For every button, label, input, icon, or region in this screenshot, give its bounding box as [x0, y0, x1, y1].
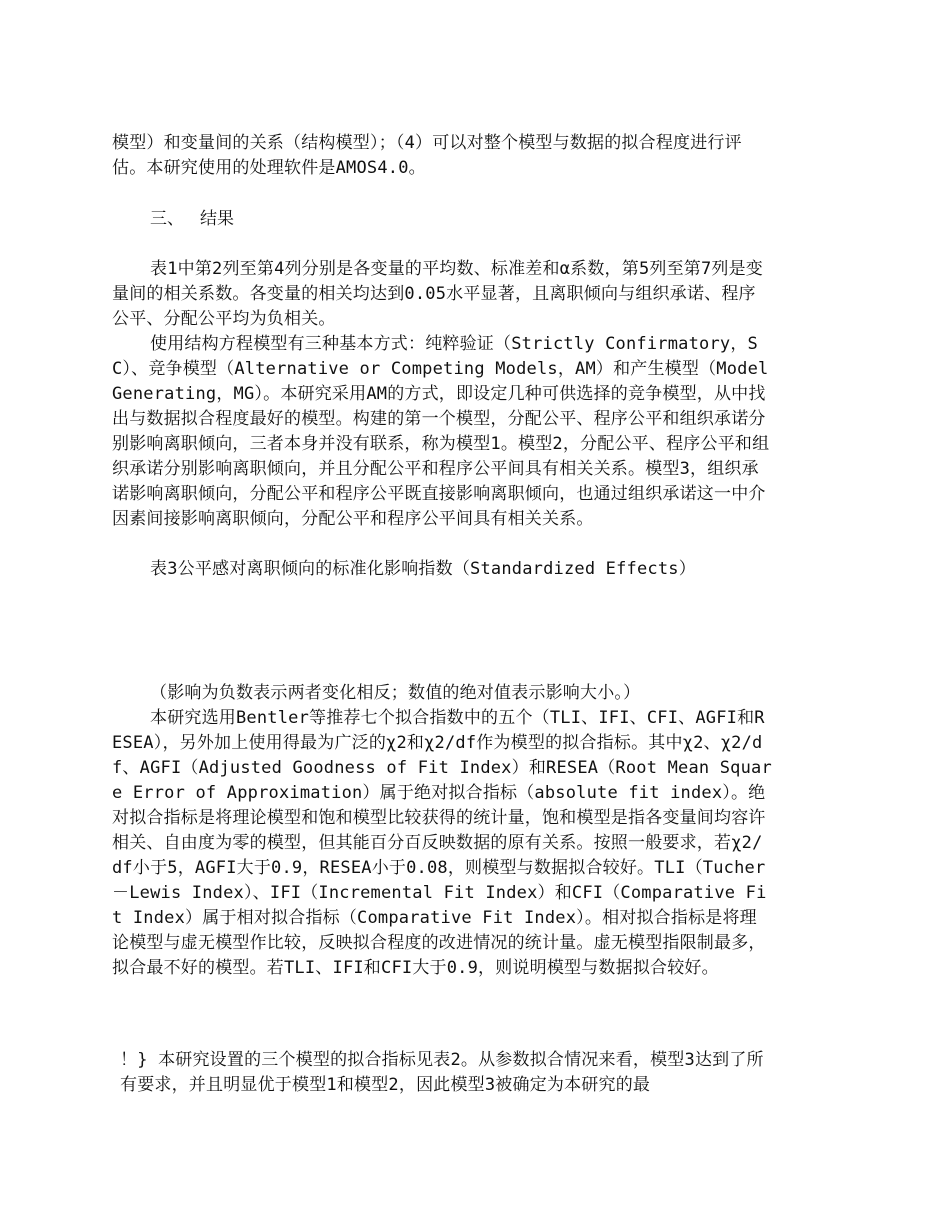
paragraph-note	[112, 681, 772, 706]
section-title: 结果	[200, 209, 234, 229]
paragraph-table1-text: 表1中第2列至第4列分别是各变量的平均数、标准差和α系数，第5列至第7列是变量间的相关系数。各变量的相关均达到0.05水平显著，且离职倾向与组织承诺、程序公平、分配公平均为负相关。	[112, 259, 764, 329]
section-number: 三、	[150, 209, 184, 229]
paragraph-conclusion	[112, 1048, 772, 1098]
paragraph-table1	[112, 257, 772, 332]
paragraph-sem	[112, 332, 779, 532]
paragraph-fit-text: 本研究选用Bentler等推荐七个拟合指数中的五个（TLI、IFI、CFI、AGFI和RESEA），另外加上使用得最为广泛的χ2和χ2/df作为模型的拟合指标。其中χ2、χ2/df、AGFI（Adjusted Goodness of Fit Index）和RESEA（Root Mean Square Error of Approximation）属于绝对拟合指标（absolute fit index）。绝对拟合指标是将理论模型和饱和模型比较获得的统计量，饱和模型是指各变量间均容许相关、自由度为零的模型，但其能百分百反映数据的原有关系。按照一般要求，若χ2/df小于5，AGFI大于0.9，RESEA小于0.08，则模型与数据拟合较好。TLI（Tucher－Lewis Index）、IFI（Incremental Fit Index）和CFI（Comparative Fit Index）属于相对拟合指标（Comparative Fit Index）。相对拟合指标是将理论模型与虚无模型作比较，反映拟合程度的改进情况的统计量。虚无模型指限制最多，拟合最不好的模型。若TLI、IFI和CFI大于0.9，则说明模型与数据拟合较好。	[112, 708, 772, 978]
table3-caption-text: 表3公平感对离职倾向的标准化影响指数（Standardized Effects）	[150, 559, 696, 579]
paragraph-note-text: （影响为负数表示两者变化相反；数值的绝对值表示影响大小。）	[150, 683, 641, 703]
section-heading	[150, 207, 234, 232]
paragraph-sem-text: 使用结构方程模型有三种基本方式：纯粹验证（Strictly Confirmatory，SC）、竞争模型（Alternative or Competing Models，AM）和产生模型（Model Generating，MG）。本研究采用AM的方式，即设定几种可供选择的竞争模型，从中找出与数据拟合程度最好的模型。构建的第一个模型，分配公平、程序公平和组织承诺分别影响离职倾向，三者本身并没有联系，称为模型1。模型2，分配公平、程序公平和组织承诺分别影响离职倾向，并且分配公平和程序公平间具有相关关系。模型3，组织承诺影响离职倾向，分配公平和程序公平既直接影响离职倾向，也通过组织承诺这一中介因素间接影响离职倾向，分配公平和程序公平间具有相关关系。	[112, 334, 779, 529]
paragraph-fit	[112, 706, 772, 981]
paragraph-intro	[112, 131, 772, 181]
table3-caption	[112, 557, 772, 582]
paragraph-conclusion-text: ！} 本研究设置的三个模型的拟合指标见表2。从参数拟合情况来看，模型3达到了所有要求，并且明显优于模型1和模型2，因此模型3被确定为本研究的最	[120, 1050, 764, 1095]
paragraph-intro-text: 模型）和变量间的关系（结构模型）；（4）可以对整个模型与数据的拟合程度进行评估。本研究使用的处理软件是AMOS4.0。	[112, 133, 742, 178]
